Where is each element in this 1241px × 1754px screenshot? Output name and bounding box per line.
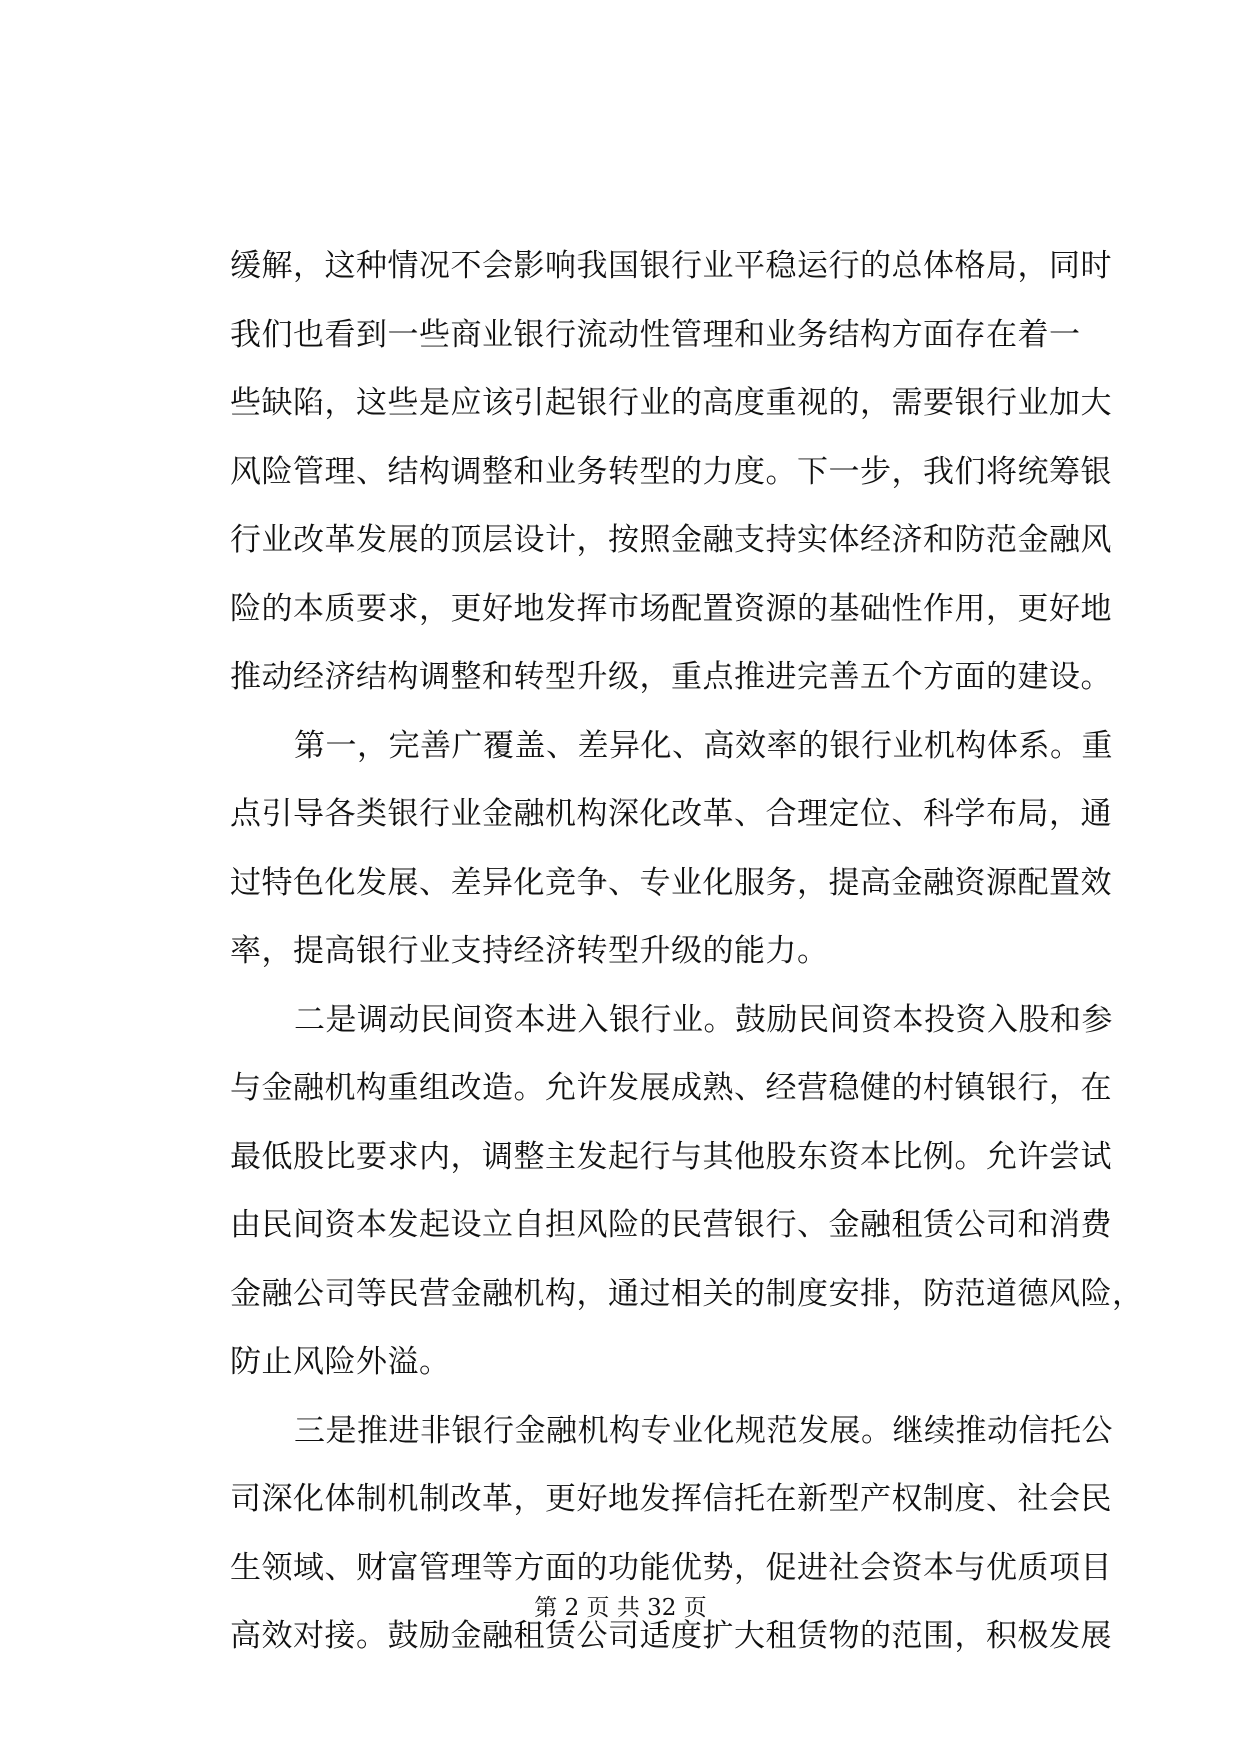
body-line: 生领域、财富管理等方面的功能优势，促进社会资本与优质项目 [230, 1549, 1112, 1586]
page-number-footer: 第 2 页 共 32 页 [534, 1595, 707, 1621]
body-line: 些缺陷，这些是应该引起银行业的高度重视的，需要银行业加大 [230, 385, 1112, 421]
body-line: 过特色化发展、差异化竞争、专业化服务，提高金融资源配置效 [230, 864, 1112, 901]
paragraph-first-line: 三是推进非银行金融机构专业化规范发展。继续推动信托公 [294, 1412, 1113, 1449]
body-line: 推动经济结构调整和转型升级，重点推进完善五个方面的建设。 [230, 659, 1112, 695]
body-line: 风险管理、结构调整和业务转型的力度。下一步，我们将统筹银 [230, 453, 1112, 490]
body-line: 缓解，这种情况不会影响我国银行业平稳运行的总体格局，同时 [230, 248, 1112, 284]
body-line: 我们也看到一些商业银行流动性管理和业务结构方面存在着一 [230, 316, 1081, 353]
body-line: 行业改革发展的顶层设计，按照金融支持实体经济和防范金融风 [230, 522, 1112, 558]
paragraph-last-line: 率，提高银行业支持经济转型升级的能力。 [230, 933, 829, 969]
body-line: 由民间资本发起设立自担风险的民营银行、金融租赁公司和消费 [230, 1207, 1112, 1243]
body-line: 点引导各类银行业金融机构深化改革、合理定位、科学布局，通 [230, 796, 1112, 832]
body-line: 险的本质要求，更好地发挥市场配置资源的基础性作用，更好地 [230, 590, 1112, 627]
document-body [230, 232, 1144, 1671]
body-line: 高效对接。鼓励金融租赁公司适度扩大租赁物的范围，积极发展 [230, 1618, 1112, 1654]
body-line: 与金融机构重组改造。允许发展成熟、经营稳健的村镇银行，在 [230, 1070, 1112, 1106]
body-line: 司深化体制机制改革，更好地发挥信托在新型产权制度、社会民 [230, 1481, 1112, 1517]
body-line: 金融公司等民营金融机构，通过相关的制度安排，防范道德风险， [230, 1275, 1144, 1312]
paragraph-last-line: 防止风险外溢。 [230, 1344, 451, 1380]
paragraph-first-line: 二是调动民间资本进入银行业。鼓励民间资本投资入股和参 [294, 1001, 1113, 1038]
paragraph-first-line: 第一，完善广覆盖、差异化、高效率的银行业机构体系。重 [294, 727, 1113, 764]
body-line: 最低股比要求内，调整主发起行与其他股东资本比例。允许尝试 [230, 1138, 1112, 1175]
